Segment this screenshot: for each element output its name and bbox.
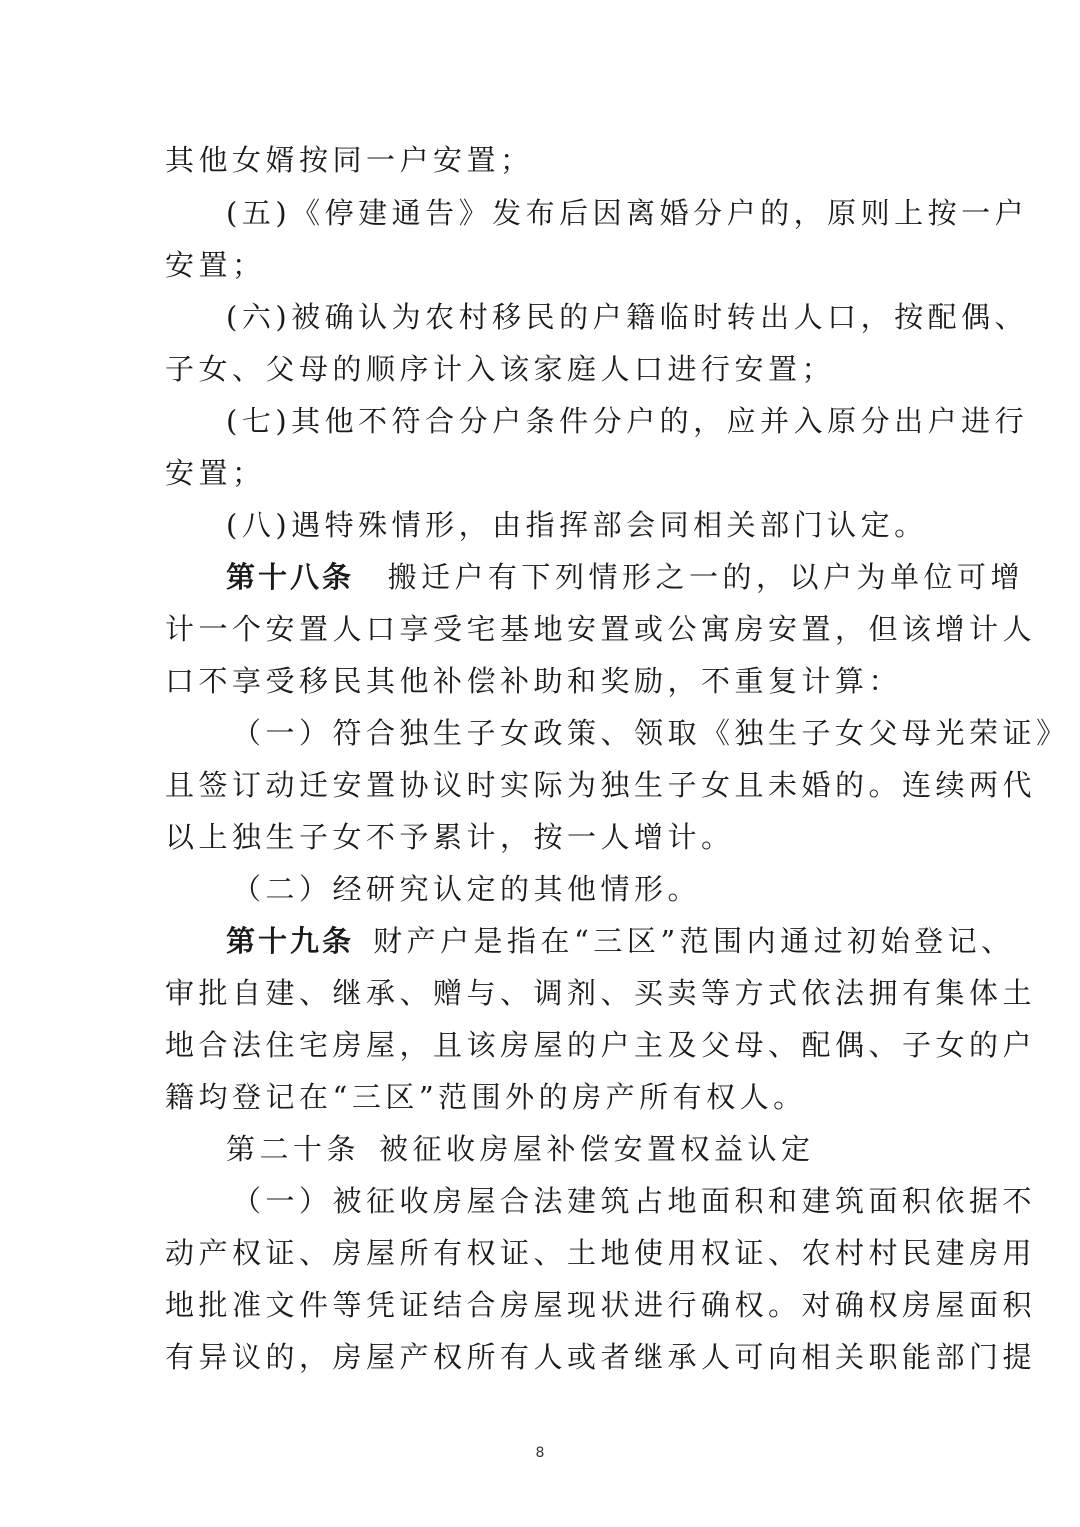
text-line: （一）符合独生子女政策、领取《独生子女父母光荣证》 xyxy=(232,716,1070,750)
article-text: 财产户是指在“三区”范围内通过初始登记、 xyxy=(373,924,1015,958)
text-line: （一）被征收房屋合法建筑占地面积和建筑面积依据不 xyxy=(232,1184,1037,1218)
article-text: 搬迁户有下列情形之一的，以户为单位可增 xyxy=(387,560,1025,594)
text-line: 安置； xyxy=(165,248,266,282)
text-line: (五)《停建通告》发布后因离婚分户的，原则上按一户 xyxy=(226,196,1029,230)
text-line: 动产权证、房屋所有权证、土地使用权证、农村村民建房用 xyxy=(165,1236,1037,1270)
text-line: 且签订动迁安置协议时实际为独生子女且未婚的。连续两代 xyxy=(165,768,1037,802)
text-line: 口不享受移民其他补偿补助和奖励，不重复计算： xyxy=(165,664,903,698)
text-line: （二）经研究认定的其他情形。 xyxy=(232,872,702,906)
article-19-line xyxy=(226,921,1015,961)
text-line: 地合法住宅房屋，且该房屋的户主及父母、配偶、子女的户 xyxy=(165,1028,1037,1062)
article-text: 被征收房屋补偿安置权益认定 xyxy=(379,1132,815,1166)
article-heading: 第十八条 xyxy=(226,560,355,594)
text-line: 有异议的，房屋产权所有人或者继承人可向相关职能部门提 xyxy=(165,1340,1037,1374)
text-line: 地批准文件等凭证结合房屋现状进行确权。对确权房屋面积 xyxy=(165,1288,1037,1322)
text-line: 计一个安置人口享受宅基地安置或公寓房安置，但该增计人 xyxy=(165,612,1037,646)
article-heading: 第二十条 xyxy=(226,1132,361,1166)
text-line: 籍均登记在“三区”范围外的房产所有权人。 xyxy=(165,1080,807,1114)
text-line: 以上独生子女不予累计，按一人增计。 xyxy=(165,820,735,854)
text-line: 审批自建、继承、赠与、调剂、买卖等方式依法拥有集体土 xyxy=(165,976,1037,1010)
text-line: (八)遇特殊情形，由指挥部会同相关部门认定。 xyxy=(226,508,928,542)
text-line: (七)其他不符合分户条件分户的，应并入原分出户进行 xyxy=(226,404,1029,438)
article-18-line xyxy=(226,557,1025,597)
text-line: (六)被确认为农村移民的户籍临时转出人口，按配偶、 xyxy=(226,300,1029,334)
article-20-line xyxy=(226,1129,917,1169)
text-line: 其他女婿按同一户安置； xyxy=(165,143,534,177)
page-number: 8 xyxy=(535,1445,545,1461)
article-heading: 第十九条 xyxy=(226,924,355,958)
text-line: 子女、父母的顺序计入该家庭人口进行安置； xyxy=(165,352,836,386)
text-line: 安置； xyxy=(165,456,266,490)
